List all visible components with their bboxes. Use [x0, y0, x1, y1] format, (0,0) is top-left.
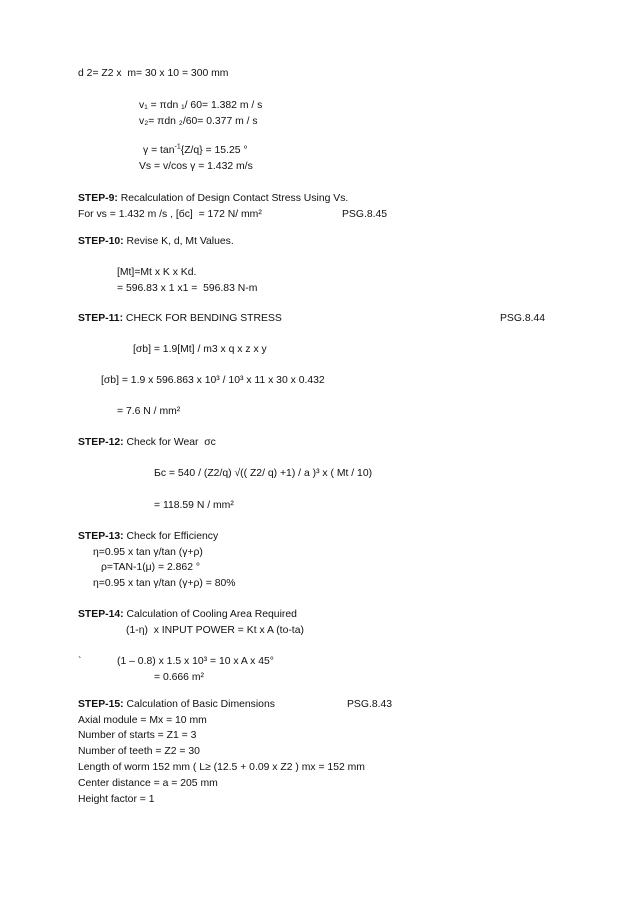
inverse-superscript: -1: [174, 143, 181, 151]
height-factor-item: Height factor = 1: [78, 794, 155, 805]
step11-title: CHECK FOR BENDING STRESS: [123, 313, 282, 324]
step15-label: STEP-15:: [78, 699, 124, 710]
center-distance-item: Center distance = a = 205 mm: [78, 778, 218, 789]
lead-angle-line: [143, 143, 248, 156]
number-of-starts-item: Number of starts = Z1 = 3: [78, 730, 197, 741]
step12-label: STEP-12:: [78, 437, 124, 448]
step12-heading: [78, 438, 216, 448]
step10-label: STEP-10:: [78, 236, 124, 247]
step13-title: Check for Efficiency: [123, 531, 219, 542]
step11-line3: = 7.6 N / mm²: [117, 406, 181, 417]
step10-line1: [Mt]=Mt x K x Kd.: [117, 267, 197, 278]
step14-line2: (1 – 0.8) x 1.5 x 10³ = 10 x A x 45°: [117, 656, 274, 667]
step12-line2: = 118.59 N / mm²: [154, 500, 234, 511]
step10-title: Revise K, d, Mt Values.: [123, 236, 234, 247]
worm-velocity-line: v₁ = πdn ₁/ 60= 1.382 m / s: [139, 100, 263, 111]
step9-label: STEP-9:: [78, 193, 118, 204]
step14-title: Calculation of Cooling Area Required: [123, 609, 297, 620]
step13-line2: ρ=TAN-1(μ) = 2.862 °: [101, 562, 201, 573]
step13-heading: [78, 532, 218, 542]
step12-title: Check for Wear σc: [123, 437, 216, 448]
worm-length-item: Length of worm 152 mm ( L≥ (12.5 + 0.09 x Z2 ) mx = 152 mm: [78, 762, 365, 773]
step15-title: Calculation of Basic Dimensions: [123, 699, 275, 710]
number-of-teeth-item: Number of teeth = Z2 = 30: [78, 746, 200, 757]
axial-module-item: Axial module = Mx = 10 mm: [78, 715, 207, 726]
pitch-diameter-line: d 2= Z2 x m= 30 x 10 = 300 mm: [78, 68, 229, 79]
gear-velocity-line: v₂= πdn ₂/60= 0.377 m / s: [139, 116, 258, 127]
step10-heading: [78, 237, 234, 247]
step14-tick-mark: `: [78, 656, 82, 667]
step14-heading: [78, 610, 297, 620]
step13-line3: η=0.95 x tan γ/tan (γ+ρ) = 80%: [93, 578, 236, 589]
step9-line1: For vs = 1.432 m /s , [бc] = 172 N/ mm²: [78, 209, 262, 220]
step11-label: STEP-11:: [78, 313, 124, 324]
step9-reference: PSG.8.45: [342, 209, 388, 220]
step10-line2: = 596.83 x 1 x1 = 596.83 N-m: [117, 283, 258, 294]
step11-reference: PSG.8.44: [500, 313, 546, 324]
step9-title: Recalculation of Design Contact Stress Using Vs.: [117, 193, 349, 204]
step11-line1: [σb] = 1.9[Mt] / m3 x q x z x y: [133, 344, 267, 355]
step15-reference: PSG.8.43: [347, 699, 393, 710]
step13-line1: η=0.95 x tan γ/tan (γ+ρ): [93, 547, 203, 558]
step9-heading: [78, 194, 348, 204]
step12-line1: Бc = 540 / (Z2/q) √(( Z2/ q) +1) / a )³ x ( Mt / 10): [154, 468, 373, 479]
step14-line3: = 0.666 m²: [154, 672, 204, 683]
step11-heading: [78, 314, 282, 324]
sliding-velocity-line: Vs = v/cos γ = 1.432 m/s: [139, 161, 253, 172]
step13-label: STEP-13:: [78, 531, 124, 542]
step15-heading: [78, 700, 275, 710]
step14-line1: (1-η) x INPUT POWER = Kt x A (to-ta): [126, 625, 304, 636]
step14-label: STEP-14:: [78, 609, 124, 620]
step11-line2: [σb] = 1.9 x 596.863 x 10³ / 10³ x 11 x 30 x 0.432: [101, 375, 325, 386]
lead-angle-value: {Z/q} = 15.25 °: [180, 145, 248, 156]
lead-angle-prefix: γ = tan: [143, 145, 175, 156]
